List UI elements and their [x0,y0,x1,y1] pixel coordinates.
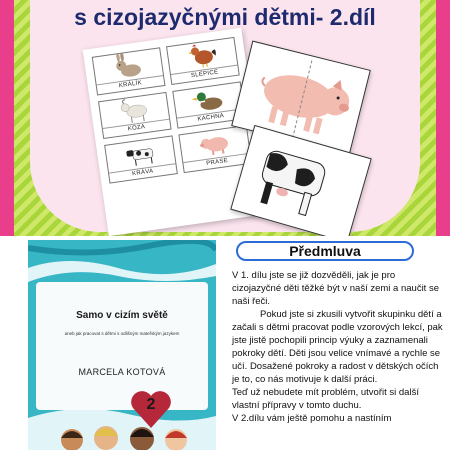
animal-card-cow [104,135,178,183]
animal-label: KACHNA [177,108,245,127]
animal-card-rabbit [92,47,166,95]
preface-paragraph: V 2.dílu vám ještě pomohu a nastíním [232,413,392,424]
children-illustration [54,418,194,450]
cover-panel [36,282,208,410]
animal-card-pig [178,125,252,173]
animal-card-goat [98,91,172,139]
animal-label: KOZA [103,119,171,138]
animal-label: KRÁLÍK [97,75,165,94]
preface-paragraph: V 1. dílu jste se již dozvěděli, jak je pro cizojazyčné děti těžké být v naší zemi a naučit se naši řeči. [232,270,439,307]
book-title: Samo v cizím světě [76,310,168,321]
book-cover [28,240,216,450]
preface-page [228,240,450,450]
animal-label: PRASE [183,152,251,171]
preface-heading: Předmluva [236,241,414,261]
preface-paragraph: Teď už nebudete mít problém, utvořit si další vlastní přípravy v tomto duchu. [232,387,419,411]
volume-number: 2 [146,396,156,413]
animal-label: SLEPICE [171,64,239,83]
preface-paragraph: Pokud jste si zkusili vytvořit skupinku dětí a začali s dětmi pracovat podle vzorových lekcí, pak jste jistě pochopili princip výuky a zaznamenali pokroky dětí. Děti jsou velice vnímavé a rychle se učí. Dosažené pokroky a radost v dětských očích je to, co nás motivuje k další práci. [232,309,443,385]
banner-title: s cizojazyčnými dětmi- 2.díl [74,4,376,30]
book-subtitle: aneb jak pracovat s dětmi s odlišným mateřským jazykem [64,331,180,336]
book-author: MARCELA KOTOVÁ [78,367,166,377]
animal-label: KRÁVA [109,163,177,182]
animal-card-hen [166,37,240,85]
preface-body [232,269,446,425]
